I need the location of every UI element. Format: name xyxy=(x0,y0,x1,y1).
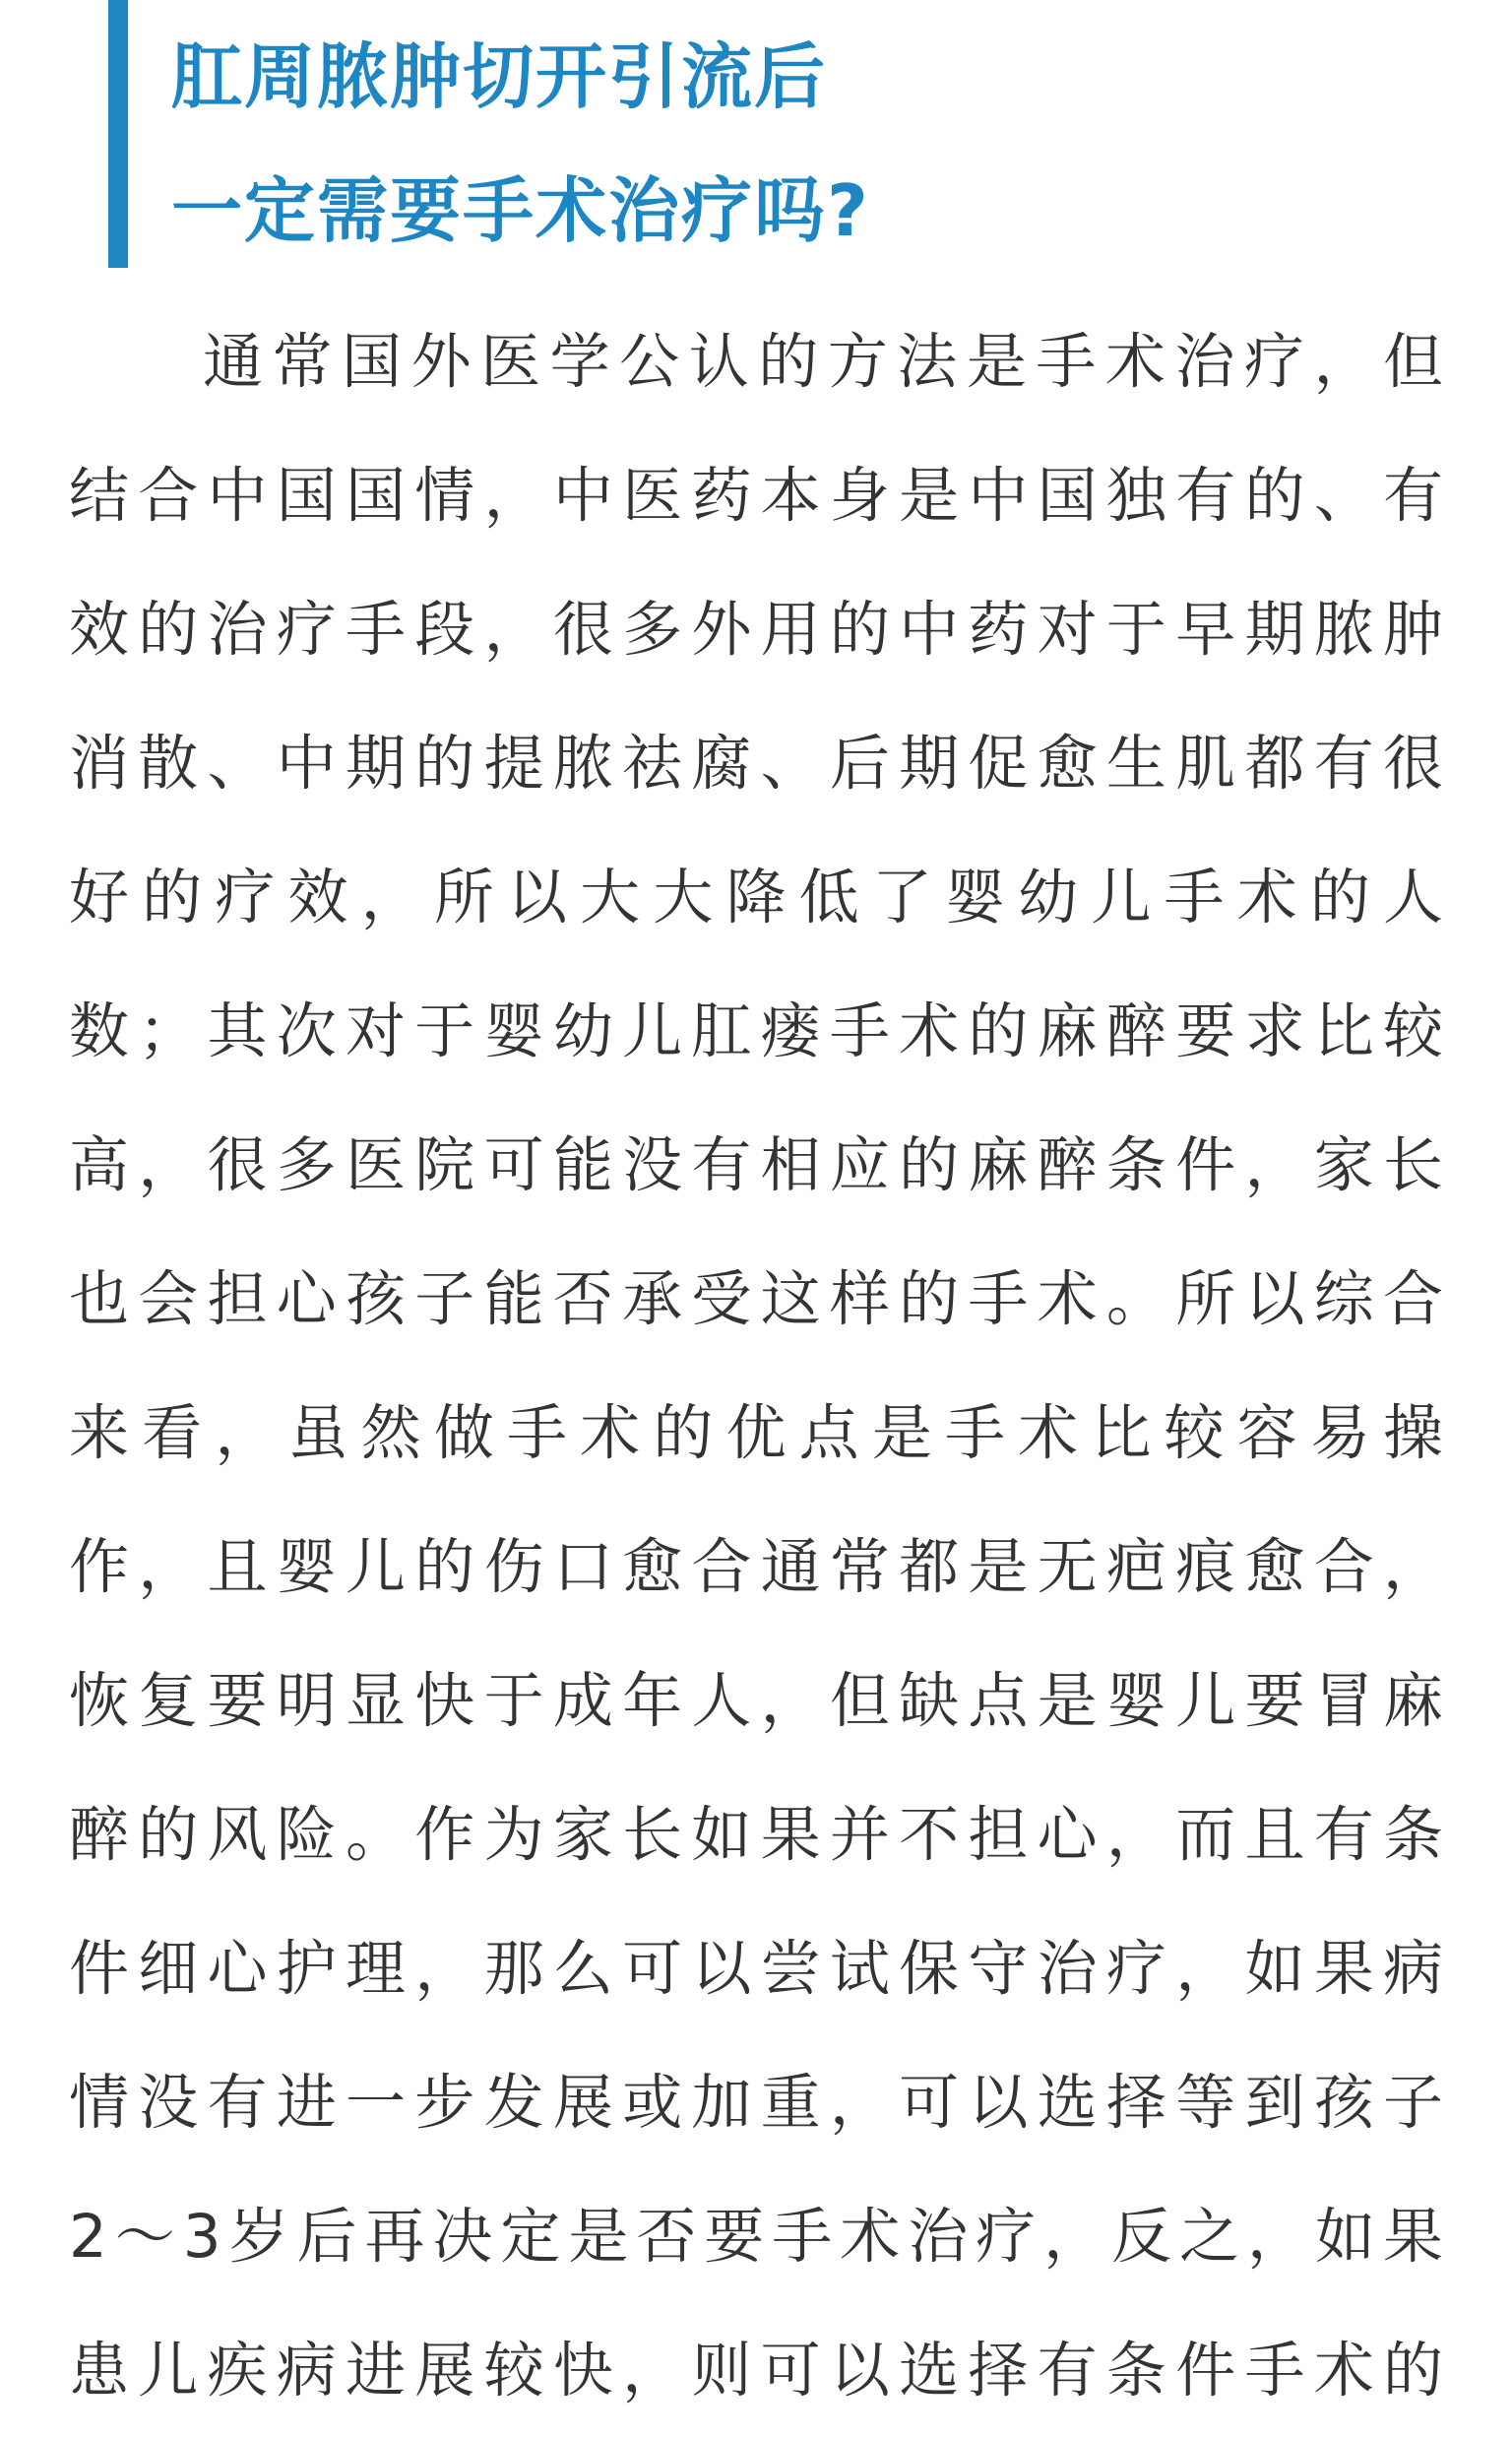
paragraph-line: 数；其次对于婴幼儿肛瘘手术的麻醉要求比较 xyxy=(69,996,1443,1066)
paragraph-line: 患儿疾病进展较快，则可以选择有条件手术的 xyxy=(69,2336,1443,2406)
paragraph-line: 高，很多医院可能没有相应的麻醉条件，家长 xyxy=(69,1130,1443,1200)
paragraph-line: 醉的风险。作为家长如果并不担心，而且有条 xyxy=(69,1800,1443,1870)
paragraph-line: 2～3岁后再决定是否要手术治疗，反之，如果 xyxy=(69,2202,1443,2272)
paragraph-line: 件细心护理，那么可以尝试保守治疗，如果病 xyxy=(69,1934,1443,2004)
paragraph-line: 作，且婴儿的伤口愈合通常都是无疤痕愈合， xyxy=(69,1532,1443,1602)
heading-accent-bar xyxy=(108,0,128,268)
paragraph-line: 通常国外医学公认的方法是手术治疗，但 xyxy=(203,327,1443,397)
heading-line-1: 肛周脓肿切开引流后 xyxy=(171,35,828,118)
paragraph-line: 也会担心孩子能否承受这样的手术。所以综合 xyxy=(69,1264,1443,1334)
paragraph-line: 效的治疗手段，很多外用的中药对于早期脓肿 xyxy=(69,595,1443,665)
section-heading xyxy=(108,0,1388,268)
paragraph-line: 结合中国国情，中医药本身是中国独有的、有 xyxy=(69,461,1443,531)
paragraph-line: 恢复要明显快于成年人，但缺点是婴儿要冒麻 xyxy=(69,1666,1443,1736)
paragraph-line: 好的疗效，所以大大降低了婴幼儿手术的人 xyxy=(69,863,1443,932)
article-paragraph xyxy=(69,295,1443,2438)
paragraph-line: 消散、中期的提脓祛腐、后期促愈生肌都有很 xyxy=(69,729,1443,799)
paragraph-line: 来看，虽然做手术的优点是手术比较容易操 xyxy=(69,1398,1443,1468)
paragraph-line: 情没有进一步发展或加重，可以选择等到孩子 xyxy=(69,2068,1443,2138)
heading-title xyxy=(171,10,870,278)
heading-line-2: 一定需要手术治疗吗? xyxy=(171,169,870,252)
